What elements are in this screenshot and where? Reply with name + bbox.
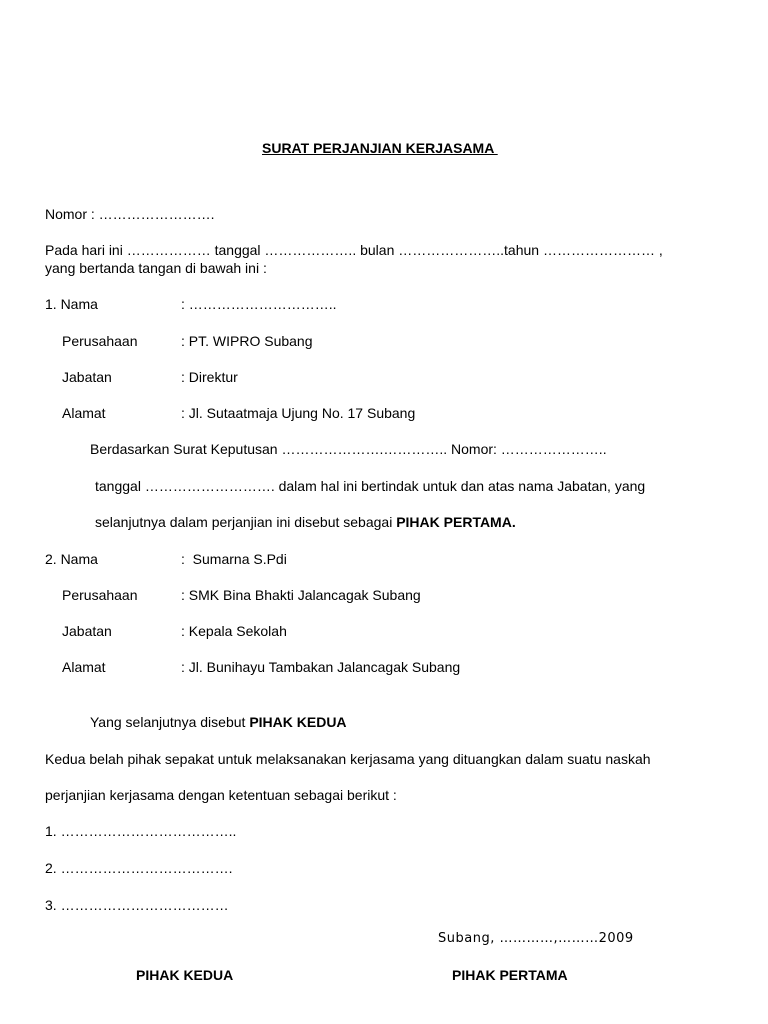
party2-position-value: : Kepala Sekolah xyxy=(181,623,287,639)
term-item-1: 1. ……………………………….. xyxy=(45,823,237,839)
signatory-left: PIHAK KEDUA xyxy=(136,967,234,983)
party2-designation xyxy=(90,713,347,731)
party1-designation xyxy=(95,513,516,531)
party2-designation-bold: PIHAK KEDUA xyxy=(249,714,347,730)
party1-position-label: Jabatan xyxy=(62,369,112,385)
party1-address-label: Alamat xyxy=(62,405,106,421)
nomor-line: Nomor : ……………………. xyxy=(45,206,215,222)
party2-position-label: Jabatan xyxy=(62,623,112,639)
party2-company-label: Perusahaan xyxy=(62,587,138,603)
party1-designation-bold: PIHAK PERTAMA. xyxy=(396,514,516,530)
party1-company-value: : PT. WIPRO Subang xyxy=(181,333,313,349)
term-item-3: 3. ……………………………… xyxy=(45,897,229,913)
party1-designation-text: selanjutnya dalam perjanjian ini disebut sebagai xyxy=(95,514,397,530)
party1-name-value: : ………………………….. xyxy=(181,296,337,312)
party2-name-value: : Sumarna S.Pdi xyxy=(181,551,287,567)
agreement-line-2: perjanjian kerjasama dengan ketentuan sebagai berikut : xyxy=(45,787,397,803)
term-item-2: 2. ………………………………. xyxy=(45,860,233,876)
party1-company-label: Perusahaan xyxy=(62,333,138,349)
opening-line-1: Pada hari ini ……………… tanggal ……………….. bulan …………………..tahun …………………… , xyxy=(45,242,663,258)
party2-designation-text: Yang selanjutnya disebut xyxy=(90,714,250,730)
party2-name-label: 2. Nama xyxy=(45,551,98,567)
party1-position-value: : Direktur xyxy=(181,369,238,385)
place-date: Subang, …………,………2009 xyxy=(438,931,634,946)
signatory-right: PIHAK PERTAMA xyxy=(452,967,568,983)
party1-date-line: tanggal ………………………. dalam hal ini bertindak untuk dan atas nama Jabatan, yang xyxy=(95,478,646,494)
agreement-line-1: Kedua belah pihak sepakat untuk melaksanakan kerjasama yang dituangkan dalam suatu naskah xyxy=(45,751,651,767)
party2-address-label: Alamat xyxy=(62,659,106,675)
document-title: SURAT PERJANJIAN KERJASAMA xyxy=(262,140,498,156)
party1-decree-line: Berdasarkan Surat Keputusan ………………….………….. Nomor: ………………….. xyxy=(90,441,607,457)
party1-address-value: : Jl. Sutaatmaja Ujung No. 17 Subang xyxy=(181,405,416,421)
party1-name-label: 1. Nama xyxy=(45,296,98,312)
opening-line-2: yang bertanda tangan di bawah ini : xyxy=(45,260,267,276)
party2-address-value: : Jl. Bunihayu Tambakan Jalancagak Subang xyxy=(181,659,461,675)
party2-company-value: : SMK Bina Bhakti Jalancagak Subang xyxy=(181,587,421,603)
